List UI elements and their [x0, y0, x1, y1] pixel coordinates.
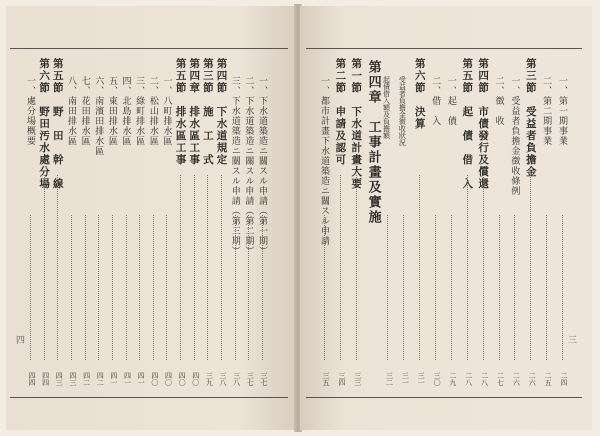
left-toc-page-number: 三七 [246, 372, 255, 386]
left-toc-entry-title: 一、處分場概要 [25, 76, 35, 146]
left-toc-page-number: 四〇 [164, 372, 173, 386]
right-toc-page-number: 二六 [512, 372, 521, 386]
left-toc-page-number: 四二 [82, 372, 91, 386]
right-toc-page-number: 二四 [560, 372, 568, 386]
left-toc-leader-dots [221, 175, 222, 360]
left-toc-entry-title: 八、南田排水區 [65, 76, 76, 146]
right-toc-leader-dots [435, 215, 436, 360]
left-toc-leader-dots [194, 175, 195, 360]
left-toc-entry-title: 七、花田排水區 [79, 76, 90, 146]
right-toc-leader-dots [419, 175, 420, 360]
right-toc-entry-title: 第一節 下水道計畫大要 [350, 58, 363, 190]
right-toc-entry-title: 第五節 起 債 借 入 [461, 58, 474, 190]
left-toc-page-number: 三八 [219, 372, 228, 386]
right-toc-leader-dots [403, 215, 404, 360]
left-toc-leader-dots [112, 215, 113, 360]
left-folio: 四 [16, 336, 26, 346]
right-toc-leader-dots [562, 215, 563, 360]
left-toc-page-number: 四二 [96, 372, 105, 386]
right-toc-page-number: 二八 [464, 372, 473, 386]
right-folio: 三 [568, 336, 578, 346]
right-toc-leader-dots [451, 215, 452, 360]
left-toc-entry-title: 三、綠町排水區 [134, 76, 145, 146]
right-toc-page-number: 三〇 [433, 372, 442, 386]
right-toc-page-number: 三一 [417, 372, 426, 386]
right-toc-leader-dots [387, 215, 388, 360]
left-toc-entry-title: 第五節 野 田 幹 線 [51, 58, 64, 190]
right-toc-entry-title: 第四章 工事計畫及實施 [365, 60, 381, 225]
right-toc-leader-dots [467, 175, 468, 360]
right-toc-entry-title: 一、都市計畫下水道築造ニ關スル申請 [319, 76, 329, 246]
left-toc-page-number: 四〇 [150, 372, 159, 386]
left-toc-entry-title: 第三節 施 工 式 [201, 58, 214, 166]
left-toc-page-number: 四三 [55, 372, 64, 386]
right-toc-entry-title: 二、借 入 [430, 76, 441, 126]
right-toc-entry-title: 第六節 決算 [413, 58, 426, 130]
left-toc-entry-title: 一、八町排水區 [161, 76, 172, 146]
left-toc-leader-dots [207, 175, 208, 360]
right-toc-page-number: 三三 [353, 372, 362, 386]
left-toc-entry-title: 二、下水道築造ニ關スル申請（第二期） [243, 76, 254, 256]
right-toc-entry-title: 起債借入額及負擔額 [382, 76, 391, 139]
left-toc-entry-title: 三、下水道築造ニ關スル申請（第三期） [229, 76, 240, 256]
left-toc-page-number: 四一 [109, 372, 118, 386]
left-toc-leader-dots [57, 175, 58, 360]
left-toc-page-number: 四四 [41, 372, 50, 386]
left-toc-leader-dots [71, 215, 72, 360]
left-toc-page-number: 三八 [232, 372, 241, 386]
right-toc-leader-dots [499, 215, 500, 360]
right-toc-leader-dots [340, 175, 341, 360]
left-toc-entry-title: 六、南濱田排水區 [93, 76, 104, 156]
left-toc-page-number: 四四 [28, 372, 36, 386]
left-toc-entry-title: 二、松山排水區 [147, 76, 158, 146]
right-toc-page-number: 二七 [496, 372, 505, 386]
right-toc-entry-title: 一、受益者負擔金徴收條例 [509, 76, 520, 196]
right-toc-page-number: 二九 [448, 372, 457, 386]
right-toc-entry-title: 第二節 申請及認可 [334, 58, 347, 166]
right-toc-page-number: 二五 [544, 372, 553, 386]
left-toc-entry-title: 第六節 野田汚水處分場 [38, 58, 51, 190]
left-toc-entry-title: 五、東田排水區 [106, 76, 117, 146]
right-toc-leader-dots [546, 215, 547, 360]
left-toc-page-number: 四〇 [178, 372, 187, 386]
left-toc-leader-dots [98, 215, 99, 360]
left-toc-entry-title: 四、北島排水區 [120, 76, 131, 146]
right-toc-leader-dots [324, 215, 325, 360]
left-toc-page-number: 三七 [260, 372, 268, 386]
right-toc-entry-title: 第三節 受益者負擔金 [524, 58, 537, 178]
right-toc-leader-dots [514, 215, 515, 360]
left-toc-leader-dots [30, 215, 31, 360]
left-toc-leader-dots [235, 215, 236, 360]
right-toc-entry-title: 一、起 債 [445, 76, 456, 126]
left-toc-entry-title: 一、下水道築造ニ關スル申請（第一期） [257, 76, 267, 256]
left-toc-entry-title: 第五節 排水區工事 [174, 58, 187, 166]
left-toc-leader-dots [262, 215, 263, 360]
right-toc-page-number: 二六 [528, 372, 537, 386]
right-toc-page-number: 三一 [401, 372, 410, 386]
left-toc-leader-dots [248, 215, 249, 360]
left-toc-page-number: 四一 [137, 372, 146, 386]
right-toc-leader-dots [483, 175, 484, 360]
right-toc-entry-title: 二、徴 收 [493, 76, 504, 126]
left-toc-leader-dots [139, 215, 140, 360]
left-toc-leader-dots [126, 215, 127, 360]
left-toc-leader-dots [44, 175, 45, 360]
right-toc-page-number: 三二 [385, 372, 394, 386]
right-toc-leader-dots [530, 175, 531, 360]
left-toc-page-number: 四一 [123, 372, 132, 386]
left-toc-page-number: 四三 [68, 372, 77, 386]
right-toc-page-number: 二八 [480, 372, 489, 386]
right-toc-page-number: 三五 [322, 372, 330, 386]
left-toc-entry-title: 第四節 下水道規定 [215, 58, 228, 166]
left-toc-leader-dots [166, 215, 167, 360]
left-toc-leader-dots [85, 215, 86, 360]
right-toc-entry-title: 第四節 市債發行及償還 [477, 58, 490, 190]
left-toc-page-number: 三九 [205, 372, 214, 386]
right-toc-leader-dots [356, 175, 357, 360]
left-toc-entry-title: 第四章 排水區工事 [188, 58, 201, 166]
right-toc-entry-title: 二、第二期事業 [541, 76, 552, 146]
right-toc-entry-title: 一、第一期事業 [557, 76, 567, 146]
left-toc-leader-dots [180, 175, 181, 360]
right-toc-page-number: 三四 [337, 372, 346, 386]
left-toc-page-number: 四〇 [191, 372, 200, 386]
right-toc-entry-title: 受益者負擔金徴收狀況 [398, 76, 407, 146]
left-toc-leader-dots [153, 215, 154, 360]
